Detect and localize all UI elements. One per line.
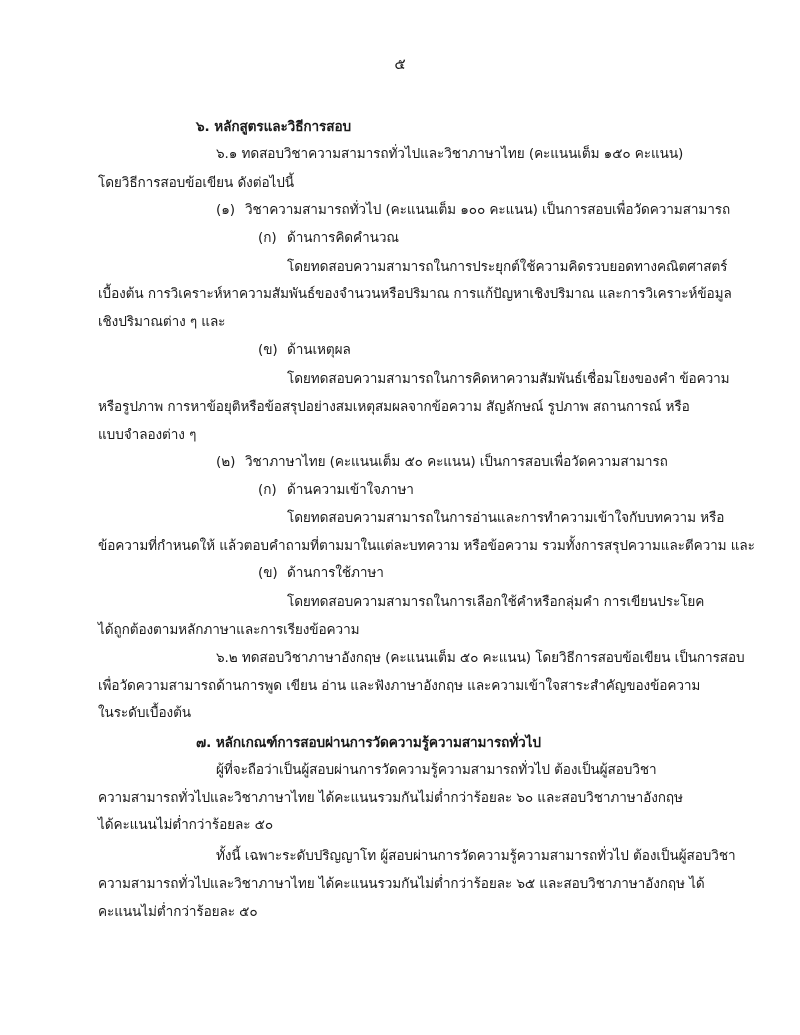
section-7-para-1-line-1: ผู้ที่จะถือว่าเป็นผู้สอบผ่านการวัดความรู้ความสามารถทั่วไป ต้องเป็นผู้สอบวิชา <box>216 762 657 778</box>
section-6-2-line-1: ๖.๒ ทดสอบวิชาภาษาอังกฤษ (คะแนนเต็ม ๕๐ คะแนน) โดยวิธีการสอบข้อเขียน เป็นการสอบ <box>216 650 745 666</box>
item-2a-marker: (ก) <box>258 482 277 498</box>
item-2a-title: ด้านความเข้าใจภาษา <box>287 482 414 498</box>
item-1b-line-1: โดยทดสอบความสามารถในการคิดหาความสัมพันธ์เชื่อมโยงของคำ ข้อความ <box>287 371 730 387</box>
section-7-para-2-line-1: ทั้งนี้ เฉพาะระดับปริญญาโท ผู้สอบผ่านการวัดความรู้ความสามารถทั่วไป ต้องเป็นผู้สอบวิชา <box>216 848 736 864</box>
section-7-para-2-line-2: ความสามารถทั่วไปและวิชาภาษาไทย ได้คะแนนรวมกันไม่ต่ำกว่าร้อยละ ๖๕ และสอบวิชาภาษาอังกฤษ ได้ <box>98 876 705 892</box>
item-2b-line-2: ได้ถูกต้องตามหลักภาษาและการเรียงข้อความ <box>98 622 360 638</box>
item-2a-line-2: ข้อความที่กำหนดให้ แล้วตอบคำถามที่ตามมาในแต่ละบทความ หรือข้อความ รวมทั้งการสรุปความและตีความ และ <box>98 538 755 554</box>
item-1-marker: (๑) <box>216 202 235 218</box>
section-7-para-1-line-3: ได้คะแนนไม่ต่ำกว่าร้อยละ ๕๐ <box>98 817 274 833</box>
item-1a-line-1: โดยทดสอบความสามารถในการประยุกต์ใช้ความคิดรวบยอดทางคณิตศาสตร์ <box>287 259 728 275</box>
item-2b-line-1: โดยทดสอบความสามารถในการเลือกใช้คำหรือกลุ่มคำ การเขียนประโยค <box>287 594 705 610</box>
section-6-1-line-1: ๖.๑ ทดสอบวิชาความสามารถทั่วไปและวิชาภาษาไทย (คะแนนเต็ม ๑๕๐ คะแนน) <box>216 146 684 162</box>
item-2-text: วิชาภาษาไทย (คะแนนเต็ม ๕๐ คะแนน) เป็นการสอบเพื่อวัดความสามารถ <box>245 454 668 470</box>
item-2-marker: (๒) <box>216 454 236 470</box>
item-1a-line-2: เบื้องต้น การวิเคราะห์หาความสัมพันธ์ของจำนวนหรือปริมาณ การแก้ปัญหาเชิงปริมาณ และการวิเคราะห์ข้อมูล <box>98 286 732 302</box>
item-1b-marker: (ข) <box>258 342 278 358</box>
item-1a-line-3: เชิงปริมาณต่าง ๆ และ <box>98 314 226 330</box>
item-1b-title: ด้านเหตุผล <box>287 342 351 358</box>
section-6-heading: ๖. หลักสูตรและวิธีการสอบ <box>196 119 352 135</box>
item-1-text: วิชาความสามารถทั่วไป (คะแนนเต็ม ๑๐๐ คะแนน) เป็นการสอบเพื่อวัดความสามารถ <box>245 202 731 218</box>
item-1b-line-3: แบบจำลองต่าง ๆ <box>98 427 197 443</box>
section-6-1-line-2: โดยวิธีการสอบข้อเขียน ดังต่อไปนี้ <box>98 175 294 191</box>
section-6-2-line-3: ในระดับเบื้องต้น <box>98 705 191 721</box>
page-number: ๕ <box>394 55 406 73</box>
section-6-2-line-2: เพื่อวัดความสามารถด้านการพูด เขียน อ่าน และฟังภาษาอังกฤษ และความเข้าใจสาระสำคัญของข้อความ <box>98 678 701 694</box>
section-7-para-2-line-3: คะแนนไม่ต่ำกว่าร้อยละ ๕๐ <box>98 904 258 920</box>
section-7-para-1-line-2: ความสามารถทั่วไปและวิชาภาษาไทย ได้คะแนนรวมกันไม่ต่ำกว่าร้อยละ ๖๐ และสอบวิชาภาษาอังกฤษ <box>98 790 683 806</box>
item-2a-line-1: โดยทดสอบความสามารถในการอ่านและการทำความเข้าใจกับบทความ หรือ <box>287 510 725 526</box>
section-7-heading: ๗. หลักเกณฑ์การสอบผ่านการวัดความรู้ความสามารถทั่วไป <box>196 735 541 751</box>
item-1a-marker: (ก) <box>258 230 277 246</box>
item-1a-title: ด้านการคิดคำนวณ <box>287 230 399 246</box>
item-2b-marker: (ข) <box>258 565 278 581</box>
item-1b-line-2: หรือรูปภาพ การหาข้อยุติหรือข้อสรุปอย่างสมเหตุสมผลจากข้อความ สัญลักษณ์ รูปภาพ สถานการณ์ หรือ <box>98 399 690 415</box>
item-2b-title: ด้านการใช้ภาษา <box>287 565 384 581</box>
